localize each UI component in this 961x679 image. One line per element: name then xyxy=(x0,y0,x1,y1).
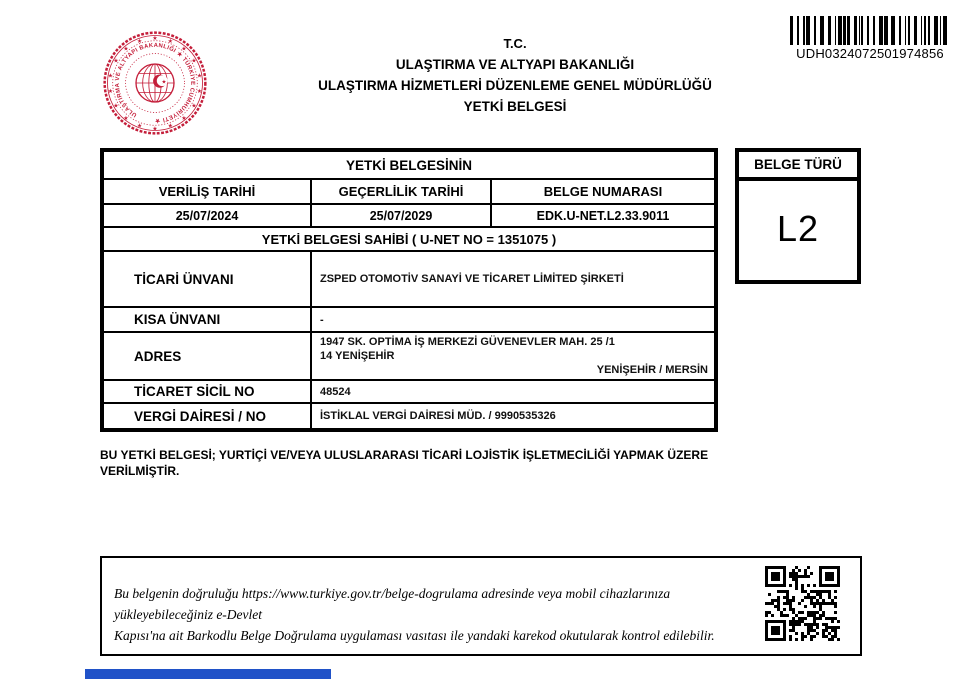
ministry-emblem-icon xyxy=(98,26,212,140)
svg-text:★: ★ xyxy=(181,45,187,53)
adres-line1: 1947 SK. OPTİMA İŞ MERKEZİ GÜVENEVLER MAH. 25 /1 xyxy=(320,336,615,348)
svg-text:★: ★ xyxy=(167,37,174,45)
table-row xyxy=(104,250,714,306)
svg-text:★: ★ xyxy=(196,87,203,95)
svg-text:★: ★ xyxy=(107,87,114,95)
header-ministry: ULAŞTIRMA VE ALTYAPI BAKANLIĞI xyxy=(395,57,635,72)
table-row xyxy=(104,178,714,203)
value-belge-numarasi: EDK.U-NET.L2.33.9011 xyxy=(490,205,714,226)
svg-text:★: ★ xyxy=(161,79,167,86)
authorization-statement: BU YETKİ BELGESİ; YURTİÇİ VE/VEYA ULUSLARARASI TİCARİ LOJİSTİK İŞLETMECİLİĞİ YAPMAK ÜZERE VERİLMİŞTİR. xyxy=(100,448,709,478)
verification-line1: Bu belgenin doğruluğu https://www.turkiye.gov.tr/belge-dogrulama adresinde veya mobil cihazlarınıza yükleyebileceğiniz e-Devlet xyxy=(114,586,671,622)
belge-turu-title: BELGE TÜRÜ xyxy=(739,152,857,181)
value-vergi-dairesi: İSTİKLAL VERGİ DAİRESİ MÜD. / 9990535326 xyxy=(310,404,714,428)
verification-text xyxy=(114,583,769,646)
svg-text:★: ★ xyxy=(152,35,158,43)
emblem-ring-text: ULAŞTIRMA VE ALTYAPI BAKANLIĞI ★ TÜRKİYE CUMHURİYETİ ★ xyxy=(114,42,196,124)
svg-text:★: ★ xyxy=(136,37,143,45)
label-kisa-unvani: KISA ÜNVANI xyxy=(134,312,221,327)
label-ticaret-sicil: TİCARET SİCİL NO xyxy=(134,384,255,399)
value-ticari-unvani: ZSPED OTOMOTİV SANAYİ VE TİCARET LİMİTED ŞİRKETİ xyxy=(310,252,714,306)
label-adres: ADRES xyxy=(134,348,182,364)
value-gecerlilik-tarihi: 25/07/2029 xyxy=(310,205,490,226)
qr-code-icon xyxy=(765,566,840,641)
table-row xyxy=(104,203,714,226)
table-row xyxy=(104,226,714,250)
svg-text:★: ★ xyxy=(191,57,197,65)
svg-text:★: ★ xyxy=(167,122,174,130)
table-row xyxy=(104,331,714,379)
svg-text:★: ★ xyxy=(152,125,158,133)
col-header-gecerlilik: GEÇERLİLİK TARİHİ xyxy=(310,180,490,203)
emblem-globe-icon xyxy=(136,64,174,102)
section-title: YETKİ BELGESİNİN xyxy=(345,157,472,173)
belge-turu-value: L2 xyxy=(776,207,820,249)
value-adres xyxy=(310,333,714,379)
verification-box xyxy=(100,556,862,656)
certificate-table xyxy=(100,148,718,432)
document-header xyxy=(240,33,790,117)
value-kisa-unvani: - xyxy=(310,308,714,331)
value-verilis-tarihi: 25/07/2024 xyxy=(175,208,239,223)
svg-text:★: ★ xyxy=(113,57,119,65)
svg-text:★: ★ xyxy=(191,102,197,110)
col-header-belge-no: BELGE NUMARASI xyxy=(490,180,714,203)
svg-text:★: ★ xyxy=(123,45,129,53)
svg-text:★: ★ xyxy=(181,114,187,122)
adres-line2: 14 YENİŞEHİR xyxy=(320,350,395,362)
owner-title: YETKİ BELGESİ SAHİBİ ( U-NET NO = 1351075 ) xyxy=(261,231,557,247)
table-row xyxy=(104,402,714,428)
svg-text:★: ★ xyxy=(196,72,203,80)
header-doc-type: YETKİ BELGESİ xyxy=(463,99,567,114)
barcode-value: UDH0324072501974856 xyxy=(796,46,944,61)
table-row xyxy=(104,152,714,178)
label-vergi-dairesi: VERGİ DAİRESİ / NO xyxy=(134,408,267,424)
document-barcode xyxy=(788,16,952,61)
svg-text:★: ★ xyxy=(113,102,119,110)
value-ticaret-sicil: 48524 xyxy=(310,381,714,402)
adres-city: YENİŞEHİR / MERSİN xyxy=(596,364,708,376)
belge-turu-box xyxy=(735,148,861,284)
bottom-blue-fragment xyxy=(85,669,331,679)
svg-text:★: ★ xyxy=(136,122,143,130)
verification-line2: Kapısı'na ait Barkodlu Belge Doğrulama uygulaması vasıtası ile yandaki karekod okutularak kontrol edilebilir. xyxy=(114,628,715,643)
header-directorate: ULAŞTIRMA HİZMETLERİ DÜZENLEME GENEL MÜDÜRLÜĞÜ xyxy=(318,78,712,93)
svg-text:★: ★ xyxy=(123,114,129,122)
col-header-verilis: VERİLİŞ TARİHİ xyxy=(158,184,256,199)
table-row xyxy=(104,379,714,402)
header-tc: T.C. xyxy=(503,36,527,51)
label-ticari-unvani: TİCARİ ÜNVANI xyxy=(134,271,234,287)
barcode-bars-icon xyxy=(790,16,950,45)
table-row xyxy=(104,306,714,331)
svg-text:★: ★ xyxy=(107,72,114,80)
